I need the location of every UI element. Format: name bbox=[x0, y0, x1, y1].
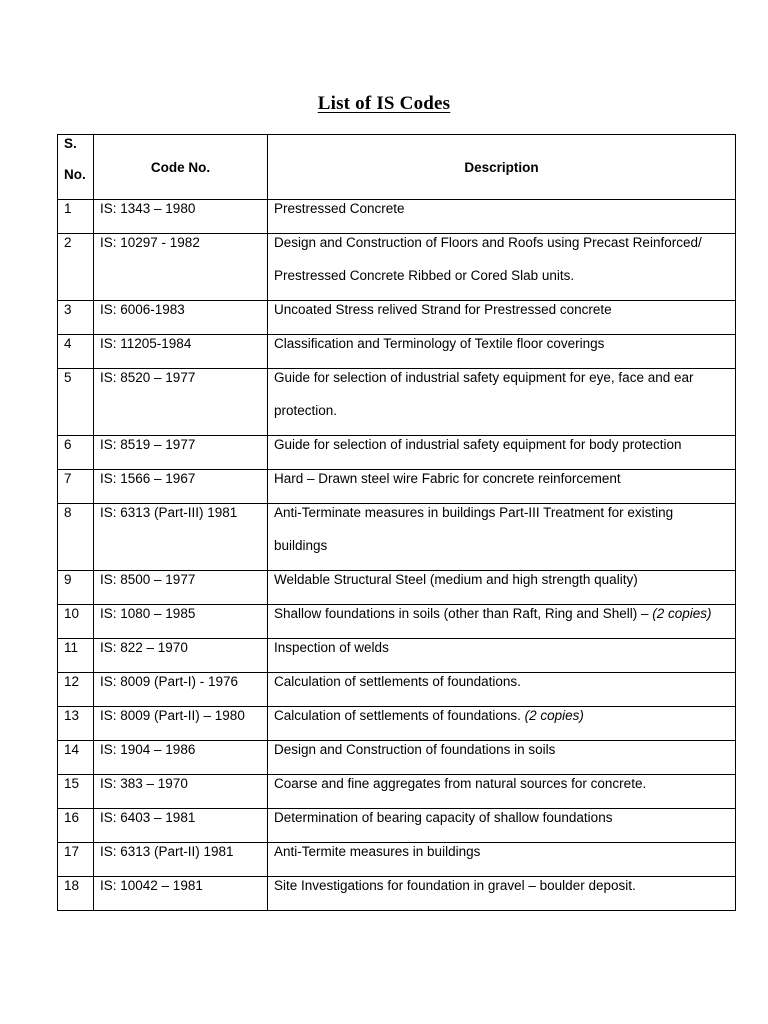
row-serial-text: 3 bbox=[64, 302, 72, 317]
row-serial-number bbox=[58, 673, 94, 707]
header-code-number: Code No. bbox=[94, 135, 268, 200]
row-description-text bbox=[274, 436, 729, 470]
row-description-text bbox=[274, 639, 729, 673]
row-description bbox=[268, 605, 736, 639]
table-row bbox=[58, 470, 736, 504]
row-serial-text: 15 bbox=[64, 776, 80, 791]
row-description-text bbox=[274, 200, 729, 234]
table-row bbox=[58, 775, 736, 809]
row-serial-text: 17 bbox=[64, 844, 80, 859]
row-description bbox=[268, 335, 736, 369]
row-description-text bbox=[274, 234, 729, 301]
row-code-text: IS: 1566 – 1967 bbox=[100, 471, 196, 486]
row-description-line1: Coarse and fine aggregates from natural sources for concrete. bbox=[274, 776, 647, 791]
row-description-line1: Classification and Terminology of Textile floor coverings bbox=[274, 336, 605, 351]
row-serial-number bbox=[58, 843, 94, 877]
row-description-text bbox=[274, 877, 729, 911]
row-description bbox=[268, 436, 736, 470]
row-code-number bbox=[94, 200, 268, 234]
row-code-number bbox=[94, 369, 268, 436]
row-code-text: IS: 1904 – 1986 bbox=[100, 742, 196, 757]
table-header-row bbox=[58, 135, 736, 200]
table-row bbox=[58, 877, 736, 911]
row-description bbox=[268, 504, 736, 571]
table-row bbox=[58, 234, 736, 301]
row-serial-number bbox=[58, 301, 94, 335]
row-description bbox=[268, 571, 736, 605]
table-row bbox=[58, 200, 736, 234]
row-description-line2: buildings bbox=[274, 538, 328, 553]
row-description-text bbox=[274, 673, 729, 707]
row-description bbox=[268, 741, 736, 775]
row-code-text: IS: 6403 – 1981 bbox=[100, 810, 196, 825]
header-serial-line1: S. bbox=[64, 136, 77, 151]
row-description-text bbox=[274, 470, 729, 504]
row-description bbox=[268, 809, 736, 843]
row-serial-text: 1 bbox=[64, 201, 72, 216]
row-description-line1: Determination of bearing capacity of shallow foundations bbox=[274, 810, 613, 825]
row-description-line2: Prestressed Concrete Ribbed or Cored Slab units. bbox=[274, 268, 575, 283]
row-serial-text: 9 bbox=[64, 572, 72, 587]
row-serial-text: 2 bbox=[64, 235, 72, 250]
header-description: Description bbox=[268, 135, 736, 200]
row-description bbox=[268, 234, 736, 301]
row-code-number bbox=[94, 741, 268, 775]
row-description-line1: Anti-Termite measures in buildings bbox=[274, 844, 481, 859]
row-code-number bbox=[94, 335, 268, 369]
row-serial-number bbox=[58, 436, 94, 470]
table-row bbox=[58, 335, 736, 369]
table-row bbox=[58, 571, 736, 605]
row-serial-number bbox=[58, 877, 94, 911]
table-row bbox=[58, 504, 736, 571]
row-code-text: IS: 8519 – 1977 bbox=[100, 437, 196, 452]
table-row bbox=[58, 605, 736, 639]
row-serial-text: 11 bbox=[64, 640, 79, 655]
row-code-text: IS: 822 – 1970 bbox=[100, 640, 188, 655]
row-description bbox=[268, 775, 736, 809]
row-description bbox=[268, 843, 736, 877]
row-copies-note: (2 copies) bbox=[524, 708, 584, 723]
is-codes-table bbox=[57, 134, 736, 911]
row-description-text bbox=[274, 335, 729, 369]
row-code-number bbox=[94, 707, 268, 741]
row-serial-text: 16 bbox=[64, 810, 80, 825]
row-description-line1: Calculation of settlements of foundations. bbox=[274, 674, 521, 689]
row-serial-number bbox=[58, 639, 94, 673]
row-code-number bbox=[94, 436, 268, 470]
row-description-line1: Uncoated Stress relived Strand for Prestressed concrete bbox=[274, 302, 612, 317]
row-serial-number bbox=[58, 775, 94, 809]
row-serial-text: 12 bbox=[64, 674, 80, 689]
row-code-text: IS: 8009 (Part-II) – 1980 bbox=[100, 708, 245, 723]
table-row bbox=[58, 369, 736, 436]
row-code-number bbox=[94, 843, 268, 877]
table-row bbox=[58, 639, 736, 673]
page-title: List of IS Codes bbox=[317, 93, 451, 114]
row-description bbox=[268, 673, 736, 707]
row-serial-number bbox=[58, 605, 94, 639]
table-row bbox=[58, 843, 736, 877]
row-serial-text: 10 bbox=[64, 606, 80, 621]
row-code-text: IS: 6006-1983 bbox=[100, 302, 185, 317]
row-description-text bbox=[274, 504, 729, 571]
row-description-text bbox=[274, 741, 729, 775]
header-serial-line2: No. bbox=[64, 167, 86, 182]
row-serial-number bbox=[58, 234, 94, 301]
row-code-number bbox=[94, 809, 268, 843]
row-description bbox=[268, 470, 736, 504]
row-description-line1: Prestressed Concrete bbox=[274, 201, 405, 216]
row-description bbox=[268, 301, 736, 335]
row-code-number bbox=[94, 301, 268, 335]
table-row bbox=[58, 673, 736, 707]
row-code-text: IS: 8500 – 1977 bbox=[100, 572, 196, 587]
row-serial-text: 18 bbox=[64, 878, 80, 893]
row-code-number bbox=[94, 673, 268, 707]
row-serial-text: 4 bbox=[64, 336, 72, 351]
row-description-line1: Hard – Drawn steel wire Fabric for concrete reinforcement bbox=[274, 471, 621, 486]
row-code-text: IS: 8520 – 1977 bbox=[100, 370, 196, 385]
table-row bbox=[58, 809, 736, 843]
row-code-text: IS: 8009 (Part-I) - 1976 bbox=[100, 674, 239, 689]
row-description-text bbox=[274, 707, 729, 741]
row-code-number bbox=[94, 571, 268, 605]
row-code-text: IS: 1080 – 1985 bbox=[100, 606, 196, 621]
row-description-text bbox=[274, 809, 729, 843]
row-serial-number bbox=[58, 809, 94, 843]
row-code-text: IS: 1343 – 1980 bbox=[100, 201, 196, 216]
row-serial-number bbox=[58, 470, 94, 504]
row-code-number bbox=[94, 234, 268, 301]
row-code-text: IS: 383 – 1970 bbox=[100, 776, 188, 791]
row-description-text bbox=[274, 605, 729, 639]
row-description bbox=[268, 877, 736, 911]
row-code-text: IS: 10297 - 1982 bbox=[100, 235, 200, 250]
row-code-number bbox=[94, 470, 268, 504]
row-code-number bbox=[94, 504, 268, 571]
table-row bbox=[58, 707, 736, 741]
row-code-text: IS: 6313 (Part-III) 1981 bbox=[100, 505, 238, 520]
row-serial-number bbox=[58, 369, 94, 436]
table-row bbox=[58, 301, 736, 335]
row-description-line1: Site Investigations for foundation in gravel – boulder deposit. bbox=[274, 878, 636, 893]
row-serial-number bbox=[58, 571, 94, 605]
row-description-line1: Anti-Terminate measures in buildings Part-III Treatment for existing bbox=[274, 505, 674, 520]
row-description-text bbox=[274, 301, 729, 335]
row-description-line1: Guide for selection of industrial safety equipment for eye, face and ear bbox=[274, 370, 694, 385]
row-code-number bbox=[94, 639, 268, 673]
row-description-text bbox=[274, 369, 729, 436]
row-code-text: IS: 10042 – 1981 bbox=[100, 878, 203, 893]
row-description-text bbox=[274, 775, 729, 809]
row-description bbox=[268, 639, 736, 673]
row-serial-text: 5 bbox=[64, 370, 72, 385]
row-code-number bbox=[94, 877, 268, 911]
row-description-line2: protection. bbox=[274, 403, 338, 418]
row-description-line1: Weldable Structural Steel (medium and high strength quality) bbox=[274, 572, 638, 587]
row-description-line1: Design and Construction of Floors and Roofs using Precast Reinforced/ bbox=[274, 235, 702, 250]
row-serial-number bbox=[58, 504, 94, 571]
row-description-line1: Shallow foundations in soils (other than Raft, Ring and Shell) – bbox=[274, 606, 653, 621]
row-description-text bbox=[274, 571, 729, 605]
row-description-text bbox=[274, 843, 729, 877]
row-serial-number bbox=[58, 707, 94, 741]
row-description-line1: Guide for selection of industrial safety equipment for body protection bbox=[274, 437, 682, 452]
row-serial-number bbox=[58, 335, 94, 369]
table-body bbox=[58, 200, 736, 911]
row-serial-text: 8 bbox=[64, 505, 72, 520]
row-serial-text: 7 bbox=[64, 471, 72, 486]
row-copies-note: (2 copies) bbox=[652, 606, 712, 621]
row-description-line1: Inspection of welds bbox=[274, 640, 389, 655]
row-code-number bbox=[94, 775, 268, 809]
row-serial-text: 14 bbox=[64, 742, 80, 757]
row-description bbox=[268, 200, 736, 234]
row-description-line1: Calculation of settlements of foundations. bbox=[274, 708, 525, 723]
row-code-number bbox=[94, 605, 268, 639]
row-serial-text: 6 bbox=[64, 437, 72, 452]
row-code-text: IS: 11205-1984 bbox=[100, 336, 192, 351]
row-serial-text: 13 bbox=[64, 708, 80, 723]
row-serial-number bbox=[58, 741, 94, 775]
header-serial-number bbox=[58, 135, 94, 200]
table-row bbox=[58, 741, 736, 775]
row-description bbox=[268, 369, 736, 436]
row-code-text: IS: 6313 (Part-II) 1981 bbox=[100, 844, 234, 859]
row-description bbox=[268, 707, 736, 741]
table-row bbox=[58, 436, 736, 470]
row-description-line1: Design and Construction of foundations in soils bbox=[274, 742, 556, 757]
row-serial-number bbox=[58, 200, 94, 234]
